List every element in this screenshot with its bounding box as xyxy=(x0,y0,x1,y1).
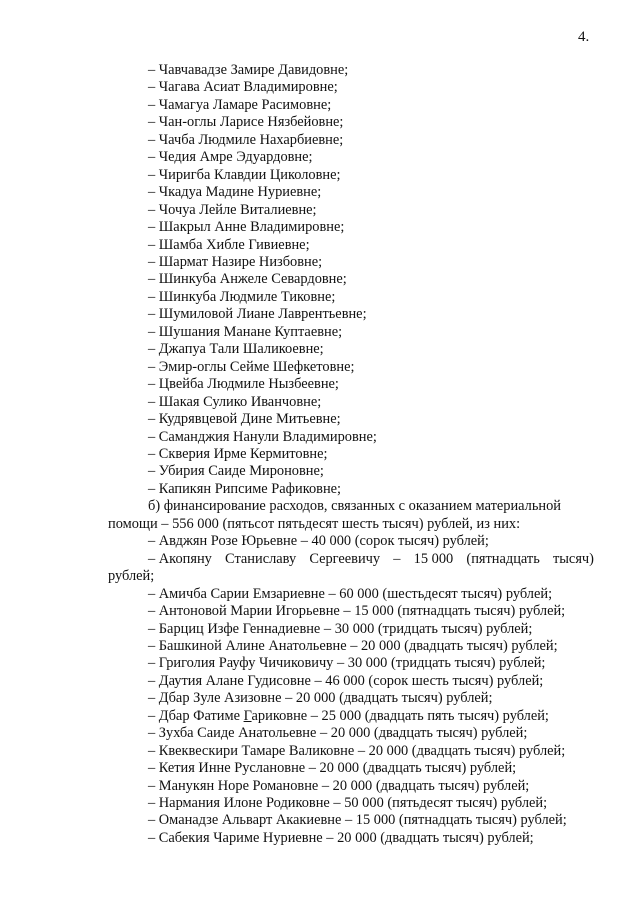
list-item-akopyan-continuation: рублей; xyxy=(108,568,155,585)
list-item: – Чочуа Лейле Виталиевне; xyxy=(148,201,317,218)
list-item: – Барциц Изфе Геннадиевне – 30 000 (тридцать тысяч) рублей; xyxy=(148,620,533,637)
list-item: – Чамагуа Ламаре Расимовне; xyxy=(148,96,332,113)
list-item: – Чавчавадзе Замире Давидовне; xyxy=(148,62,349,78)
underlined-letter: Г xyxy=(243,707,252,724)
list-item: – Манукян Норе Романовне – 20 000 (двадцать тысяч) рублей; xyxy=(148,777,530,794)
list-item: – Шакрыл Анне Владимировне; xyxy=(148,219,345,236)
list-item: – Чедия Амре Эдуардовне; xyxy=(148,149,313,166)
list-item-akopyan xyxy=(108,551,594,568)
section-b-intro xyxy=(108,498,594,533)
document-body xyxy=(108,62,594,847)
list-item: – Убирия Саиде Мироновне; xyxy=(148,463,324,480)
list-item: – Даутия Алане Гудисовне – 46 000 (сорок шесть тысяч) рублей; xyxy=(148,672,544,689)
word: – Акопяну xyxy=(148,550,212,567)
word: (пятнадцать xyxy=(466,550,540,567)
page-number: 4. xyxy=(578,29,590,45)
section-b-line-2: помощи – 556 000 (пятьсот пятьдесят шесть тысяч) рублей, из них: xyxy=(108,515,521,532)
list-item: – Капикян Рипсиме Рафиковне; xyxy=(148,480,342,497)
list-item: – Джапуа Тали Шаликоевне; xyxy=(148,341,324,358)
list-item: – Чагава Асиат Владимировне; xyxy=(148,79,338,96)
section-b-line-1: б) финансирование расходов, связанных с оказанием материальной xyxy=(148,498,562,515)
list-item: – Кетия Инне Руслановне – 20 000 (двадцать тысяч) рублей; xyxy=(148,760,517,777)
list-item: – Квеквескири Тамаре Валиковне – 20 000 (двадцать тысяч) рублей; xyxy=(148,742,566,759)
word: тысяч) xyxy=(552,550,594,567)
list-item: – Башкиной Алине Анатольевне – 20 000 (двадцать тысяч) рублей; xyxy=(148,637,558,654)
list-item: – Чачба Людмиле Нахарбиевне; xyxy=(148,131,344,148)
list-item: – Шумиловой Лиане Лаврентьевне; xyxy=(148,306,367,323)
list-item: – Чкадуа Мадине Нуриевне; xyxy=(148,184,322,201)
list-item: – Шинкуба Анжеле Севардовне; xyxy=(148,271,347,288)
list-item: – Зухба Саиде Анатольевне – 20 000 (двадцать тысяч) рублей; xyxy=(148,725,528,742)
list-item: – Кудрявцевой Дине Митьевне; xyxy=(148,411,341,428)
list-item: – Антоновой Марии Игорьевне – 15 000 (пятнадцать тысяч) рублей; xyxy=(148,603,566,620)
list-item: – Авджян Розе Юрьевне – 40 000 (сорок тысяч) рублей; xyxy=(148,533,489,550)
list-item: – Шармат Назире Низбовне; xyxy=(148,253,323,270)
list-item: – Нармания Илоне Родиковне – 50 000 (пятьдесят тысяч) рублей; xyxy=(148,795,548,812)
list-item: – Дбар Зуле Азизовне – 20 000 (двадцать тысяч) рублей; xyxy=(148,690,493,707)
list-item: – Чиригба Клавдии Циколовне; xyxy=(148,166,341,183)
list-item: – Оманадзе Альварт Акакиевне – 15 000 (пятнадцать тысяч) рублей; xyxy=(148,812,567,829)
recipient-list-a xyxy=(108,62,594,498)
list-item: – Шушания Манане Куптаевне; xyxy=(148,323,343,340)
recipient-list-b xyxy=(108,533,594,847)
list-item: – Шамба Хибле Гивиевне; xyxy=(148,236,310,253)
list-item: – Сабекия Чариме Нуриевне – 20 000 (двадцать тысяч) рублей; xyxy=(148,829,534,846)
text-segment: – Дбар Фатиме xyxy=(148,707,244,724)
word: 15 000 xyxy=(413,550,454,567)
list-item: – Цвейба Людмиле Нызбеевне; xyxy=(148,376,339,393)
word: – xyxy=(393,550,401,567)
word: Станиславу xyxy=(225,550,297,567)
list-item: – Шакая Сулико Иванчовне; xyxy=(148,393,322,410)
list-item: – Эмир-оглы Сейме Шефкетовне; xyxy=(148,358,355,375)
list-item: – Амичба Сарии Емзариевне – 60 000 (шестьдесят тысяч) рублей; xyxy=(148,585,553,602)
list-item: – Чан-оглы Ларисе Нязбейовне; xyxy=(148,114,344,131)
list-item: – Саманджия Нанули Владимировне; xyxy=(148,428,377,445)
list-item: – Шинкуба Людмиле Тиковне; xyxy=(148,288,336,305)
list-item: – Скверия Ирме Кермитовне; xyxy=(148,445,328,462)
list-item: – Григолия Рауфу Чичиковичу – 30 000 (тридцать тысяч) рублей; xyxy=(148,655,546,672)
text-segment: ариковне – 25 000 (двадцать пять тысяч) рублей; xyxy=(251,707,549,724)
word: Сергеевичу xyxy=(309,550,381,567)
list-item-dbar-fatime xyxy=(108,708,594,725)
